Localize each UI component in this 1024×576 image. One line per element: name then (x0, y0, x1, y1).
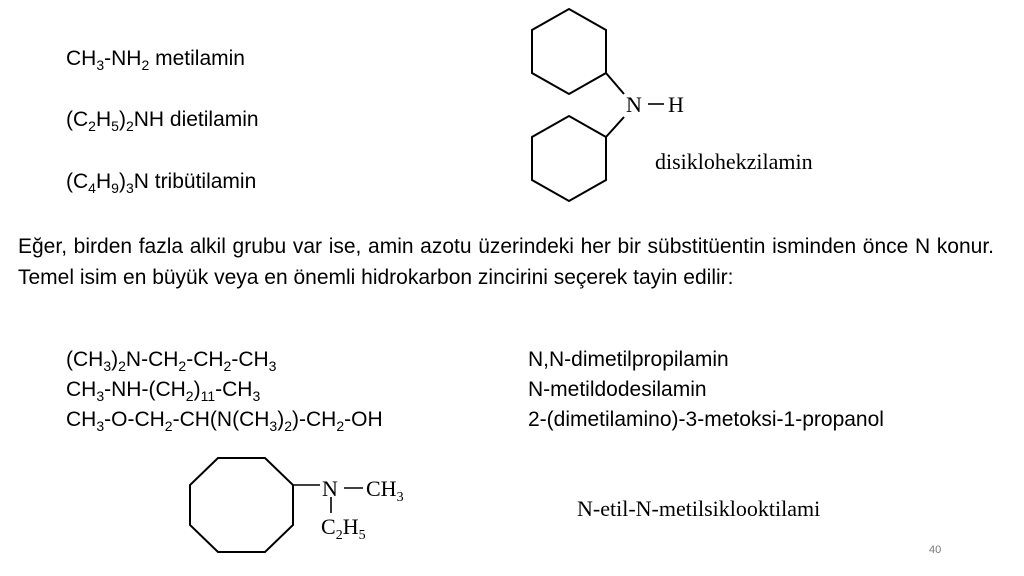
cyclooctane-ring (190, 458, 293, 552)
example-name-3: 2-(dimetilamino)-3-metoksi-1-propanol (528, 408, 884, 431)
structure2-name: N-etil-N-metilsiklooktilami (577, 496, 821, 521)
structure1-name: disiklohekzilamin (655, 149, 813, 174)
cyclohexane-ring-lower (532, 116, 606, 201)
bond-upper-ring-n (606, 73, 624, 94)
amine-tributilamin: $(C_4H_9)_3N$ tribütilamin (66, 170, 257, 196)
formula-3: $CH_3-O-CH_2-CH(N(CH_3)_2)-CH_2-OH$ (66, 408, 383, 434)
example-name-2: N-metildodesilamin (528, 378, 707, 401)
formula-1: $(CH_3)_2N-CH_2-CH_2-CH_3$ (66, 348, 277, 374)
cyclohexane-ring-upper (532, 9, 606, 94)
bond-lower-ring-n (606, 117, 624, 137)
atom-h: H (668, 92, 684, 117)
formula-2: $CH_3-NH-(CH_2)_{11}-CH_3$ (66, 378, 261, 404)
atom-n-2: N (322, 476, 338, 501)
amine-dietilamin: $(C_2H_5)_2NH$ dietilamin (66, 108, 259, 134)
paragraph-rule: Eğer, birden fazla alkil grubu var ise, amin azotu üzerindeki her bir sübstitüentin isminden önce N konur. Temel isim en büyük veya en önemli hidrokarbon zincirini seçerek tayin edilir: (18, 235, 994, 289)
page-number: 40 (929, 544, 942, 556)
amine-metilamin: $CH_3-NH_2$ metilamin (66, 47, 245, 73)
example-name-1: N,N-dimetilpropilamin (528, 348, 729, 371)
atom-n-1: N (626, 92, 642, 117)
group-c2h5: $C_2H_5$ (321, 514, 366, 543)
group-ch3: $CH_3$ (366, 476, 404, 505)
